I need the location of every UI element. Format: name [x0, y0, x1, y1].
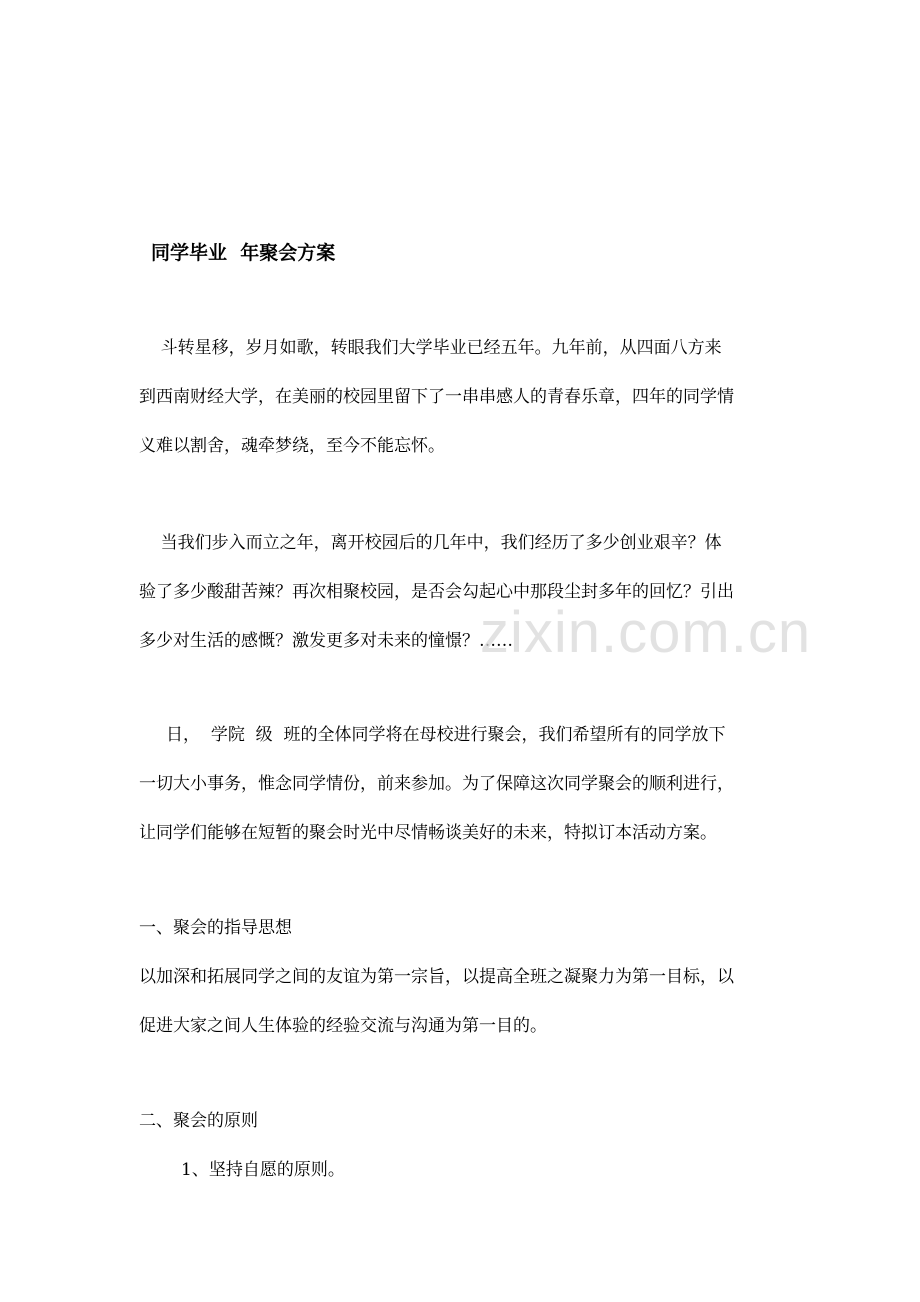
section-heading-guiding-principle: 一、聚会的指导思想: [139, 918, 292, 938]
section-heading-principles: 二、聚会的原则: [139, 1111, 258, 1131]
announcement-paragraph: [139, 711, 787, 858]
paragraph-line: 斗转星移，岁月如歌，转眼我们大学毕业已经五年。九年前，从四面八方来: [139, 338, 722, 358]
paragraph-line: 当我们步入而立之年，离开校园后的几年中，我们经历了多少创业艰辛？体: [139, 533, 722, 553]
paragraph-line: 到西南财经大学，在美丽的校园里留下了一串串感人的青春乐章，四年的同学情: [139, 387, 734, 407]
paragraph-line: 日， 学院 级 班的全体同学将在母校进行聚会，我们希望所有的同学放下: [139, 725, 726, 745]
reflection-paragraph: [139, 519, 787, 666]
paragraph-line: 义难以割舍，魂牵梦绕，至今不能忘怀。: [139, 436, 445, 456]
paragraph-line: 多少对生活的感慨？激发更多对未来的憧憬？……: [139, 631, 513, 651]
paragraph-line: 让同学们能够在短暂的聚会时光中尽情畅谈美好的未来，特拟订本活动方案。: [139, 823, 717, 843]
paragraph-line: 验了多少酸甜苦辣？再次相聚校园，是否会勾起心中那段尘封多年的回忆？引出: [139, 582, 734, 602]
paragraph-line: 一切大小事务，惟念同学情份，前来参加。为了保障这次同学聚会的顺利进行，: [139, 774, 734, 794]
intro-paragraph: [139, 324, 787, 471]
paragraph-line: 以加深和拓展同学之间的友谊为第一宗旨，以提高全班之凝聚力为第一目标，以: [139, 967, 734, 987]
principle-item: 1、坚持自愿的原则。: [181, 1160, 345, 1180]
document-title: 同学毕业 年聚会方案: [151, 242, 336, 264]
paragraph-line: 促进大家之间人生体验的经验交流与沟通为第一目的。: [139, 1016, 547, 1036]
watermark-text: zixin.com.cn: [480, 600, 812, 665]
guiding-principle-paragraph: [139, 953, 787, 1051]
